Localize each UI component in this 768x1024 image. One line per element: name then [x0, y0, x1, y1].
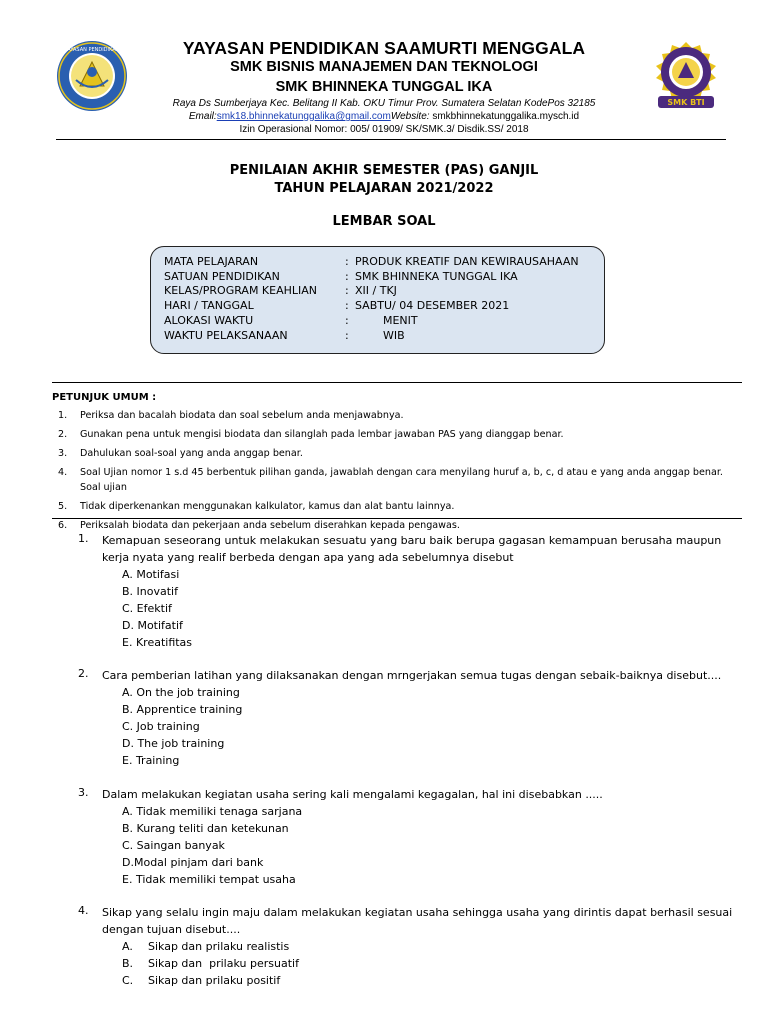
question — [78, 532, 736, 651]
operational-permit: Izin Operasional Nomor: 005/ 01909/ SK/SMK.3/ Disdik.SS/ 2018 — [239, 124, 529, 135]
answer-option[interactable] — [78, 938, 736, 955]
answer-option[interactable]: D. Motifatif — [122, 619, 183, 632]
info-colon: : — [345, 314, 349, 327]
info-value: MENIT — [355, 314, 418, 327]
instruction-item — [58, 408, 746, 424]
answer-option[interactable]: C. Saingan banyak — [122, 839, 225, 852]
instruction-number: 6. — [58, 519, 68, 531]
instruction-number: 3. — [58, 447, 68, 459]
info-value: WIB — [355, 329, 405, 342]
email-label: Email: — [188, 111, 217, 122]
instruction-item — [58, 446, 746, 462]
logo-right-text: SMK BTI — [667, 98, 705, 107]
question-number: 1. — [78, 532, 89, 545]
option-text: Sikap dan prilaku persuatif — [148, 957, 299, 970]
info-colon: : — [345, 299, 349, 312]
website-label: Website: — [390, 111, 430, 122]
school-name-line1: SMK BISNIS MANAJEMEN DAN TEKNOLOGI — [230, 59, 538, 75]
instruction-text: Soal Ujian nomor 1 s.d 45 berbentuk pilihan ganda, jawablah dengan cara menyilang huruf a, b, c, d atau e yang anda anggap benar. Soal ujian — [80, 466, 723, 494]
instructions-bottom-divider — [52, 518, 742, 519]
question-number: 2. — [78, 667, 89, 680]
email-link[interactable]: smk18.bhinnekatunggalika@gmail.com — [216, 111, 391, 122]
instruction-number: 2. — [58, 428, 68, 440]
school-name-line2: SMK BHINNEKA TUNGGAL IKA — [275, 79, 493, 95]
option-letter: B. — [122, 957, 134, 970]
question-number: 4. — [78, 904, 89, 917]
info-value: SMK BHINNEKA TUNGGAL IKA — [355, 270, 518, 283]
instruction-number: 5. — [58, 501, 68, 513]
answer-option[interactable]: A. Tidak memiliki tenaga sarjana — [122, 805, 303, 818]
info-value: XII / TKJ — [355, 284, 397, 297]
answer-option[interactable]: C. Job training — [122, 720, 200, 733]
option-text: Sikap dan prilaku realistis — [148, 940, 290, 953]
option-letter: C. — [122, 974, 134, 987]
instruction-number: 4. — [58, 466, 68, 478]
school-address: Raya Ds Sumberjaya Kec. Belitang II Kab. OKU Timur Prov. Sumatera Selatan KodePos 32185 — [172, 98, 596, 109]
instruction-text: Periksa dan bacalah biodata dan soal sebelum anda menjawabnya. — [80, 410, 404, 421]
answer-option[interactable]: B. Inovatif — [122, 585, 178, 598]
question-text: Dalam melakukan kegiatan usaha sering kali mengalami kegagalan, hal ini disebabkan ..... — [102, 788, 603, 801]
instruction-item — [58, 465, 746, 496]
info-label: MATA PELAJARAN — [164, 255, 259, 268]
question-text: Kemapuan seseorang untuk melakukan sesuatu yang baru baik berupa gagasan kemampuan berusaha maupun kerja nyata yang realif berbeda dengan apa yang ada sebelumnya disebut — [102, 534, 722, 564]
instruction-item — [58, 499, 746, 515]
question — [78, 786, 736, 888]
option-letter: A. — [122, 940, 133, 953]
answer-option[interactable] — [78, 955, 736, 972]
answer-option[interactable]: E. Tidak memiliki tempat usaha — [122, 873, 296, 886]
info-label: ALOKASI WAKTU — [164, 314, 254, 327]
website-value: smkbhinnekatunggalika.mysch.id — [429, 111, 580, 122]
instructions-title: PETUNJUK UMUM : — [52, 392, 157, 403]
info-label: KELAS/PROGRAM KEAHLIAN — [164, 284, 318, 297]
question — [78, 667, 736, 769]
answer-option[interactable]: A. On the job training — [122, 686, 240, 699]
info-colon: : — [345, 270, 349, 283]
foundation-name: YAYASAN PENDIDIKAN SAAMURTI MENGGALA — [182, 38, 586, 58]
question-text: Sikap yang selalu ingin maju dalam melakukan kegiatan usaha sehingga usaha yang dirintis dapat berhasil sesuai dengan tujuan disebut.... — [102, 906, 733, 936]
answer-option[interactable]: C. Efektif — [122, 602, 172, 615]
answer-option[interactable]: B. Kurang teliti dan ketekunan — [122, 822, 289, 835]
logo-left-text: YAYASAN PENDIDIKAN — [64, 47, 120, 53]
answer-option[interactable]: E. Kreatifitas — [122, 636, 193, 649]
option-text: Sikap dan prilaku positif — [148, 974, 281, 987]
info-colon: : — [345, 284, 349, 297]
question — [78, 904, 736, 989]
info-label: SATUAN PENDIDIKAN — [164, 270, 280, 283]
academic-year: TAHUN PELAJARAN 2021/2022 — [274, 181, 494, 196]
exam-title: PENILAIAN AKHIR SEMESTER (PAS) GANJIL — [229, 163, 539, 178]
info-label: WAKTU PELAKSANAAN — [164, 329, 288, 342]
question-number: 3. — [78, 786, 89, 799]
instruction-text: Dahulukan soal-soal yang anda anggap benar. — [80, 447, 303, 459]
info-value: SABTU/ 04 DESEMBER 2021 — [355, 299, 510, 312]
answer-option[interactable] — [78, 972, 736, 989]
instruction-item — [58, 427, 746, 443]
instruction-text: Gunakan pena untuk mengisi biodata dan silanglah pada lembar jawaban PAS yang dianggap benar. — [80, 428, 564, 440]
letterhead-divider — [56, 139, 726, 140]
answer-option[interactable]: D. The job training — [122, 737, 225, 750]
instruction-number: 1. — [58, 410, 68, 421]
instruction-text: Periksalah biodata dan pekerjaan anda sebelum diserahkan kepada pengawas. — [80, 519, 460, 531]
answer-option[interactable]: A. Motifasi — [122, 568, 180, 581]
contact-line — [0, 111, 768, 122]
answer-option[interactable]: D.Modal pinjam dari bank — [122, 856, 264, 869]
question-text: Cara pemberian latihan yang dilaksanakan dengan mrngerjakan semua tugas dengan sebaik-baiknya disebut.... — [102, 669, 722, 682]
info-colon: : — [345, 329, 349, 342]
info-label: HARI / TANGGAL — [164, 299, 254, 312]
info-value: PRODUK KREATIF DAN KEWIRAUSAHAAN — [355, 255, 579, 268]
info-colon: : — [345, 255, 349, 268]
instruction-text: Tidak diperkenankan menggunakan kalkulator, kamus dan alat bantu lainnya. — [80, 501, 455, 513]
instructions-top-divider — [52, 382, 742, 383]
sheet-title: LEMBAR SOAL — [332, 214, 436, 229]
answer-option[interactable]: E. Training — [122, 754, 180, 767]
answer-option[interactable]: B. Apprentice training — [122, 703, 243, 716]
